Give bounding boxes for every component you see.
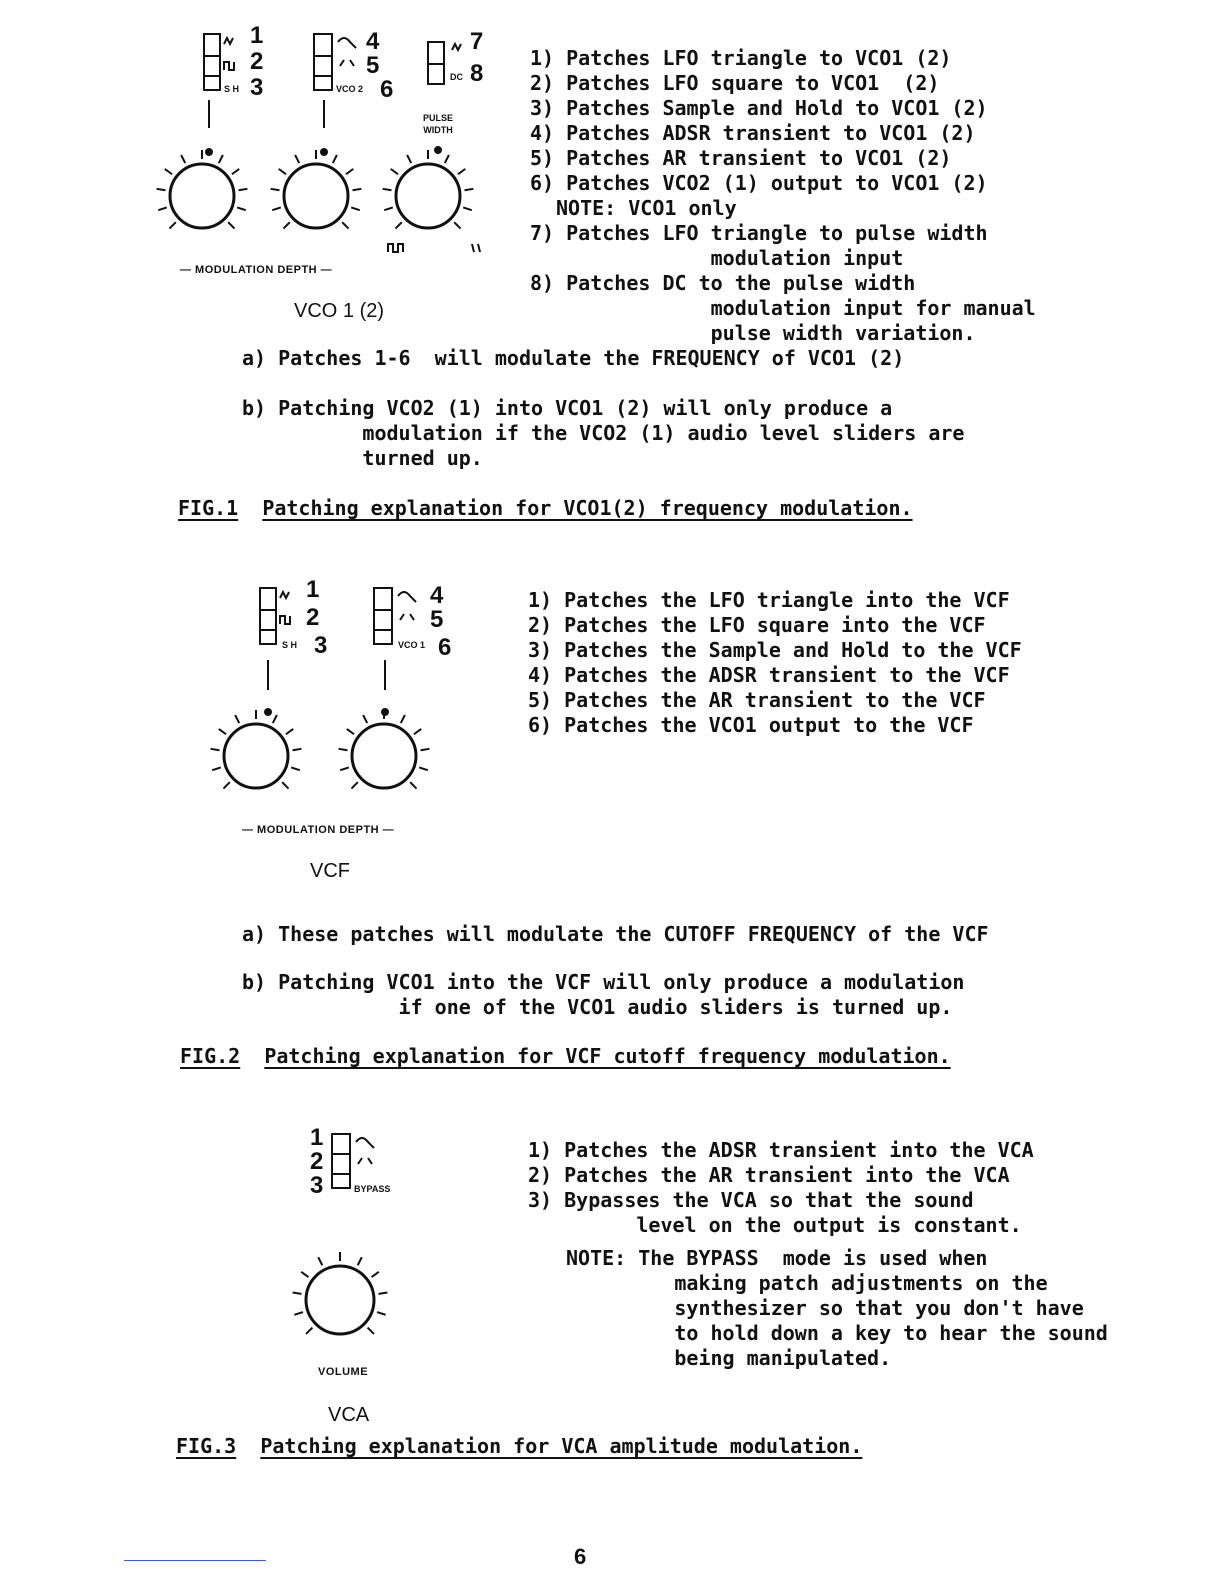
fig3-note-cont4: being manipulated. [566,1346,892,1370]
fig1-sw1-num-1: 1 [250,22,264,49]
fig1-sw1-num-2: 2 [250,48,264,75]
fig2-knobs [211,710,430,789]
fig3-knobs [293,1252,388,1334]
fig2-sw2-tag-vco1: VCO 1 [398,640,426,650]
fig3-note-cont1: making patch adjustments on the [566,1271,1048,1295]
fig2-note-b-cont: if one of the VCO1 audio sliders is turned up. [242,995,953,1019]
fig3-caption [176,1434,862,1458]
fig3-caption-text: Patching explanation for VCA amplitude modulation. [260,1434,863,1458]
fig1-sw1-num-3: 3 [250,74,264,101]
fig1-caption [178,496,913,520]
fig2-item-3: 3) Patches the Sample and Hold to the VCF [528,638,1022,662]
fig1-knobs [157,150,474,229]
fig3-item-3: 3) Bypasses the VCA so that the sound [528,1188,974,1212]
fig3-sw1-tag-bypass: BYPASS [354,1184,391,1194]
fig2-caption [180,1044,951,1068]
fig1-note-b-cont: modulation if the VCO2 (1) audio level sliders are [242,421,965,445]
fig2-note-b: b) Patching VCO1 into the VCF will only produce a modulation [242,970,965,994]
fig2-mod-depth-label: — MODULATION DEPTH — [242,824,395,836]
fig2-knob-2 [339,710,430,789]
fig2-sw1-num-3: 3 [314,632,328,659]
fig1-item-3: 3) Patches Sample and Hold to VCO1 (2) [530,96,988,120]
fig3-item-3-cont: level on the output is constant. [528,1213,1022,1237]
fig3-switch-1 [332,1134,374,1188]
fig1-switch-2 [314,34,356,90]
fig3-item-2: 2) Patches the AR transient into the VCA [528,1163,1010,1187]
fig1-note-a: a) Patches 1-6 will modulate the FREQUENCY of VCO1 (2) [242,346,905,370]
fig2-knob-1 [211,710,302,789]
fig3-section-label: VCA [328,1404,370,1426]
fig2-sw1-num-1: 1 [306,576,320,603]
fig3-note-cont2: synthesizer so that you don't have [566,1296,1084,1320]
fig2-switch-2 [374,588,416,644]
fig2-caption-text: Patching explanation for VCF cutoff frequency modulation. [264,1044,951,1068]
fig1-section-label: VCO 1 (2) [294,300,385,322]
fig2-caption-label: FIG.2 [180,1044,241,1068]
fig2-sw2-num-5: 5 [430,606,444,633]
fig1-item-5: 5) Patches AR transient to VCO1 (2) [530,146,952,170]
fig2-item-1: 1) Patches the LFO triangle into the VCF [528,588,1010,612]
fig1-item-8-cont: modulation input for manual [530,296,1036,320]
fig1-note: NOTE: VCO1 only [556,196,737,220]
fig2-item-6: 6) Patches the VCO1 output to the VCF [528,713,974,737]
fig1-sw2-num-6: 6 [380,76,394,103]
fig1-item-6: 6) Patches VCO2 (1) output to VCO1 (2) [530,171,988,195]
fig1-item-8-cont2: pulse width variation. [530,321,976,345]
fig1-note-b: b) Patching VCO2 (1) into VCO1 (2) will only produce a [242,396,893,420]
fig1-switch-1 [204,34,234,90]
fig2-section-label: VCF [310,860,350,882]
fig2-item-5: 5) Patches the AR transient to the VCF [528,688,986,712]
fig1-sw3-num-8: 8 [470,60,484,87]
fig3-note: NOTE: The BYPASS mode is used when [566,1246,988,1270]
fig1-knob-pulse-width [383,150,474,229]
fig1-sw1-tag-sh: S H [224,84,240,94]
fig3-knob-volume [293,1252,388,1334]
fig3-sw1-num-1: 1 [310,1124,324,1151]
pulse-width-label: PULSE WIDTH [422,113,453,135]
fig2-item-2: 2) Patches the LFO square into the VCF [528,613,986,637]
fig1-item-1: 1) Patches LFO triangle to VCO1 (2) [530,46,952,70]
footer-link-rule [124,1560,266,1561]
fig1-item-8: 8) Patches DC to the pulse width [530,271,916,295]
fig1-mod-depth-label: — MODULATION DEPTH — [180,264,333,276]
fig3-caption-label: FIG.3 [176,1434,237,1458]
fig1-caption-text: Patching explanation for VCO1(2) frequency modulation. [262,496,913,520]
fig1-caption-label: FIG.1 [178,496,239,520]
fig1-item-7-cont: modulation input [530,246,904,270]
fig3-sw1-num-3: 3 [310,1172,324,1199]
volume-label: VOLUME [318,1366,369,1378]
fig1-item-7: 7) Patches LFO triangle to pulse width [530,221,988,245]
fig2-sw1-tag-sh: S H [282,640,298,650]
fig1-sw2-tag-vco2: VCO 2 [336,84,364,94]
fig2-switch-1 [260,588,290,644]
fig1-sw3-num-7: 7 [470,28,484,55]
fig1-note-b-cont2: turned up. [242,446,483,470]
fig3-note-cont3: to hold down a key to hear the sound [566,1321,1108,1345]
fig1-sw2-num-4: 4 [366,28,380,55]
fig1-item-4: 4) Patches ADSR transient to VCO1 (2) [530,121,976,145]
page-number: 6 [574,1544,587,1569]
fig1-sw3-tag-dc: DC [450,72,463,82]
fig3-sw1-num-2: 2 [310,1148,324,1175]
fig1-item-2: 2) Patches LFO square to VCO1 (2) [530,71,940,95]
fig2-item-4: 4) Patches the ADSR transient to the VCF [528,663,1010,687]
fig2-sw2-num-4: 4 [430,582,444,609]
fig3-item-1: 1) Patches the ADSR transient into the VCA [528,1138,1034,1162]
fig2-sw1-num-2: 2 [306,604,320,631]
fig2-sw2-num-6: 6 [438,634,452,661]
fig1-sw2-num-5: 5 [366,52,380,79]
fig2-note-a: a) These patches will modulate the CUTOFF FREQUENCY of the VCF [242,922,989,946]
fig1-knob-2 [271,150,362,229]
fig1-knob-1 [157,150,248,229]
